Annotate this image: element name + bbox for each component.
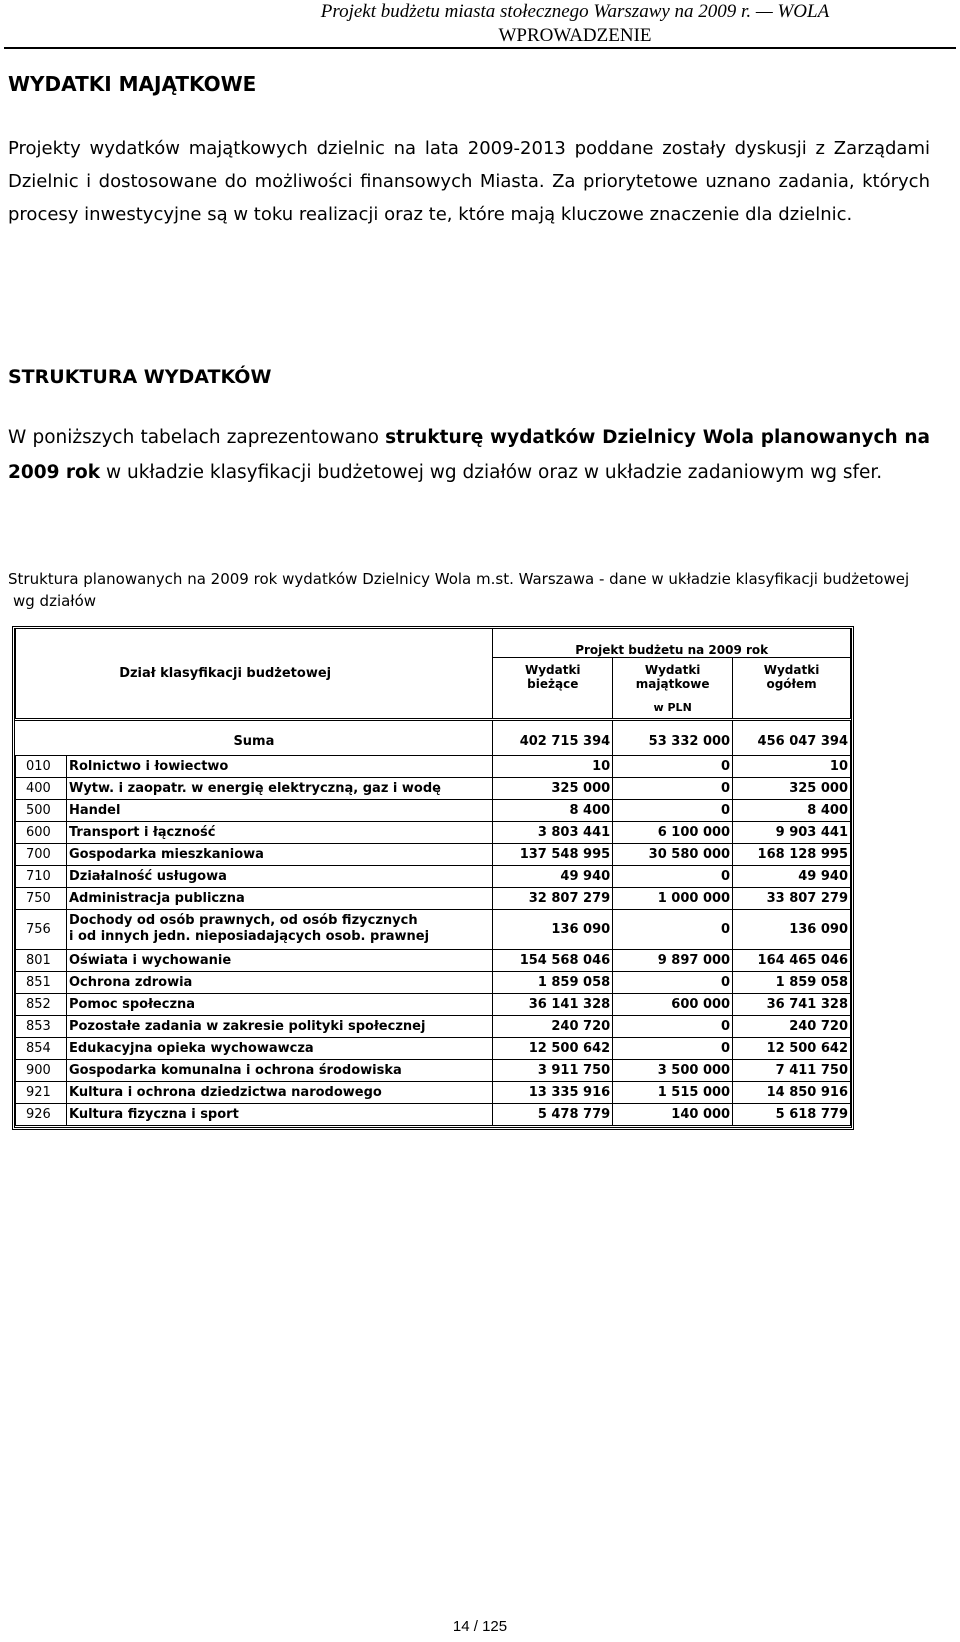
row-name: Rolnictwo i łowiectwo <box>66 755 492 777</box>
row-majatkowe: 1 515 000 <box>613 1081 733 1103</box>
row-ogolem: 164 465 046 <box>733 949 851 971</box>
row-name: Handel <box>66 799 492 821</box>
row-biezace: 3 803 441 <box>493 821 613 843</box>
row-name <box>66 909 492 949</box>
sum-label: Suma <box>16 719 493 755</box>
row-name: Pomoc społeczna <box>66 993 492 1015</box>
row-name: Ochrona zdrowia <box>66 971 492 993</box>
table-row <box>16 1081 851 1103</box>
row-ogolem: 136 090 <box>733 909 851 949</box>
table-row <box>16 971 851 993</box>
row-majatkowe: 3 500 000 <box>613 1059 733 1081</box>
header-empty-cell <box>733 697 851 719</box>
row-name: Pozostałe zadania w zakresie polityki społecznej <box>66 1015 492 1037</box>
row-code: 600 <box>16 821 67 843</box>
section-title-struktura: STRUKTURA WYDATKÓW <box>8 366 272 388</box>
row-code: 710 <box>16 865 67 887</box>
row-name: Transport i łączność <box>66 821 492 843</box>
row-biezace: 240 720 <box>493 1015 613 1037</box>
row-ogolem: 325 000 <box>733 777 851 799</box>
budget-table <box>15 629 851 1126</box>
row-majatkowe: 1 000 000 <box>613 887 733 909</box>
table-row <box>16 755 851 777</box>
row-code: 852 <box>16 993 67 1015</box>
budget-table-frame <box>12 626 854 1130</box>
running-header <box>190 0 960 48</box>
row-majatkowe: 0 <box>613 1015 733 1037</box>
row-name-line: Dochody od osób prawnych, od osób fizycznych <box>68 913 418 928</box>
row-majatkowe: 0 <box>613 971 733 993</box>
header-col-text: majątkowe <box>635 677 710 692</box>
row-name: Gospodarka mieszkaniowa <box>66 843 492 865</box>
row-majatkowe: 0 <box>613 799 733 821</box>
header-col-ogolem <box>733 657 851 697</box>
row-name: Edukacyjna opieka wychowawcza <box>66 1037 492 1059</box>
row-majatkowe: 6 100 000 <box>613 821 733 843</box>
sum-biezace: 402 715 394 <box>493 719 613 755</box>
table-row <box>16 949 851 971</box>
row-name: Gospodarka komunalna i ochrona środowiska <box>66 1059 492 1081</box>
row-majatkowe: 600 000 <box>613 993 733 1015</box>
row-biezace: 49 940 <box>493 865 613 887</box>
paragraph-bold-text: strukturę wydatków Dzielnicy Wola planowanych na 2009 rok <box>8 427 930 483</box>
table-row <box>16 865 851 887</box>
row-ogolem: 36 741 328 <box>733 993 851 1015</box>
row-code: 801 <box>16 949 67 971</box>
table-row <box>16 1103 851 1125</box>
section-title-wydatki: WYDATKI MAJĄTKOWE <box>8 72 257 96</box>
row-biezace: 1 859 058 <box>493 971 613 993</box>
row-ogolem: 49 940 <box>733 865 851 887</box>
table-row <box>16 777 851 799</box>
row-biezace: 136 090 <box>493 909 613 949</box>
caption-line: Struktura planowanych na 2009 rok wydatków Dzielnicy Wola m.st. Warszawa - dane w układzie klasyfikacji budżetowej <box>8 570 910 588</box>
row-biezace: 5 478 779 <box>493 1103 613 1125</box>
table-row <box>16 799 851 821</box>
row-biezace: 8 400 <box>493 799 613 821</box>
row-ogolem: 12 500 642 <box>733 1037 851 1059</box>
row-ogolem: 5 618 779 <box>733 1103 851 1125</box>
table-row <box>16 1037 851 1059</box>
row-code: 750 <box>16 887 67 909</box>
table-row <box>16 993 851 1015</box>
table-row <box>16 909 851 949</box>
header-col-text: Wydatki <box>644 663 701 678</box>
row-biezace: 137 548 995 <box>493 843 613 865</box>
row-ogolem: 33 807 279 <box>733 887 851 909</box>
row-majatkowe: 30 580 000 <box>613 843 733 865</box>
row-ogolem: 10 <box>733 755 851 777</box>
header-dzial: Dział klasyfikacji budżetowej <box>16 629 493 719</box>
row-code: 851 <box>16 971 67 993</box>
header-col-text: Wydatki <box>763 663 820 678</box>
header-col-text: Wydatki <box>524 663 581 678</box>
row-code: 756 <box>16 909 67 949</box>
header-col-biezace <box>493 657 613 697</box>
row-biezace: 3 911 750 <box>493 1059 613 1081</box>
row-biezace: 36 141 328 <box>493 993 613 1015</box>
section-paragraph-wydatki: Projekty wydatków majątkowych dzielnic na lata 2009-2013 poddane zostały dyskusji z Zarządami Dzielnic i dostosowane do możliwości finansowych Miasta. Za priorytetowe uznano zadania, których procesy inwestycyjne są w toku realizacji oraz te, które mają kluczowe znaczenie dla dzielnic. <box>8 138 930 225</box>
row-ogolem: 8 400 <box>733 799 851 821</box>
row-biezace: 13 335 916 <box>493 1081 613 1103</box>
table-row <box>16 887 851 909</box>
sum-ogolem: 456 047 394 <box>733 719 851 755</box>
row-biezace: 154 568 046 <box>493 949 613 971</box>
row-code: 900 <box>16 1059 67 1081</box>
sum-majatkowe: 53 332 000 <box>613 719 733 755</box>
table-row <box>16 821 851 843</box>
header-col-majatkowe <box>613 657 733 697</box>
row-majatkowe: 0 <box>613 755 733 777</box>
table-body <box>16 755 851 1125</box>
header-subtitle: WPROWADZENIE <box>498 25 652 46</box>
row-ogolem: 7 411 750 <box>733 1059 851 1081</box>
sum-row <box>16 719 851 755</box>
row-name: Wytw. i zaopatr. w energię elektryczną, gaz i wodę <box>66 777 492 799</box>
row-code: 010 <box>16 755 67 777</box>
row-code: 921 <box>16 1081 67 1103</box>
row-name-line: i od innych jedn. nieposiadających osob. prawnej <box>68 929 430 944</box>
row-biezace: 12 500 642 <box>493 1037 613 1059</box>
row-name: Oświata i wychowanie <box>66 949 492 971</box>
row-code: 400 <box>16 777 67 799</box>
row-majatkowe: 0 <box>613 777 733 799</box>
row-ogolem: 1 859 058 <box>733 971 851 993</box>
row-ogolem: 14 850 916 <box>733 1081 851 1103</box>
header-empty-cell <box>493 697 613 719</box>
row-name: Działalność usługowa <box>66 865 492 887</box>
row-ogolem: 168 128 995 <box>733 843 851 865</box>
row-majatkowe: 0 <box>613 909 733 949</box>
paragraph-text: W poniższych tabelach zaprezentowano <box>8 427 386 448</box>
row-code: 700 <box>16 843 67 865</box>
caption-line: wg działów <box>13 592 97 610</box>
header-divider <box>4 47 956 49</box>
header-title: Projekt budżetu miasta stołecznego Warszawy na 2009 r. — WOLA <box>320 1 830 22</box>
table-row <box>16 1015 851 1037</box>
header-col-text: ogółem <box>766 677 817 692</box>
row-code: 500 <box>16 799 67 821</box>
row-majatkowe: 140 000 <box>613 1103 733 1125</box>
table-row <box>16 843 851 865</box>
row-code: 926 <box>16 1103 67 1125</box>
row-name: Kultura fizyczna i sport <box>66 1103 492 1125</box>
page-number: 14 / 125 <box>452 1618 508 1635</box>
header-col-text: bieżące <box>527 677 579 692</box>
row-name: Kultura i ochrona dziedzictwa narodowego <box>66 1081 492 1103</box>
header-unit: w PLN <box>613 697 733 719</box>
header-project: Projekt budżetu na 2009 rok <box>493 629 851 657</box>
table-row <box>16 1059 851 1081</box>
row-biezace: 10 <box>493 755 613 777</box>
row-biezace: 325 000 <box>493 777 613 799</box>
row-ogolem: 9 903 441 <box>733 821 851 843</box>
row-ogolem: 240 720 <box>733 1015 851 1037</box>
row-name: Administracja publiczna <box>66 887 492 909</box>
row-majatkowe: 0 <box>613 865 733 887</box>
row-biezace: 32 807 279 <box>493 887 613 909</box>
row-code: 853 <box>16 1015 67 1037</box>
paragraph-text: w układzie klasyfikacji budżetowej wg działów oraz w układzie zadaniowym wg sfer. <box>100 462 883 483</box>
table-caption <box>8 568 958 612</box>
row-code: 854 <box>16 1037 67 1059</box>
section-paragraph-struktura <box>8 420 930 490</box>
row-majatkowe: 9 897 000 <box>613 949 733 971</box>
row-majatkowe: 0 <box>613 1037 733 1059</box>
